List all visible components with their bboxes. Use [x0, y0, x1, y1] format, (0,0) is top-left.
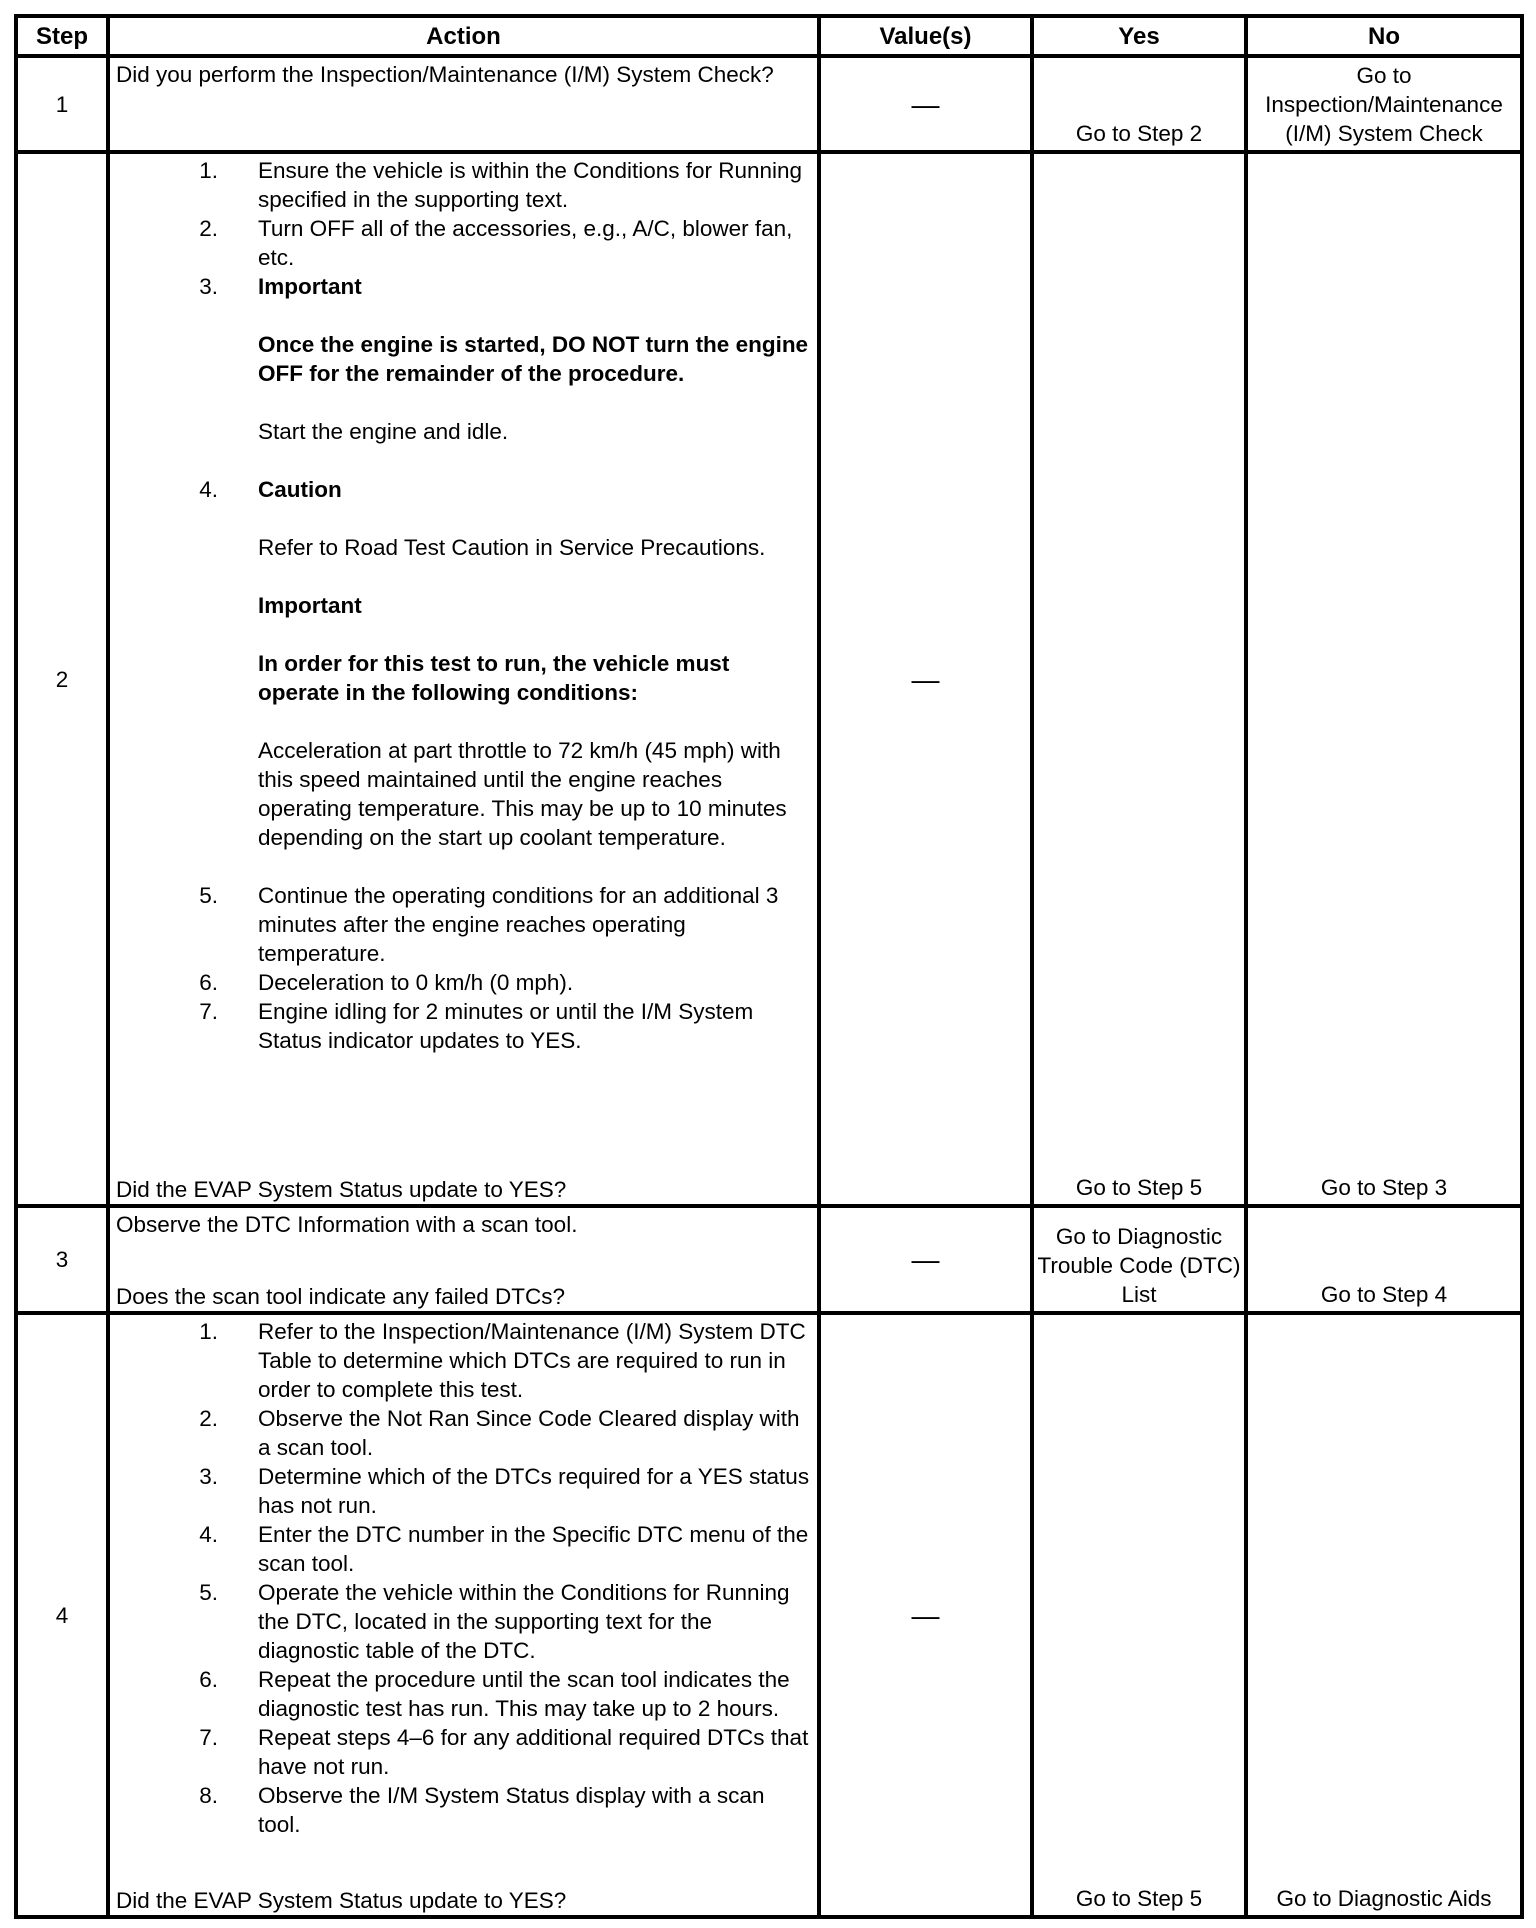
header-step: Step — [16, 16, 108, 56]
question-text: Did the EVAP System Status update to YES? — [116, 1888, 567, 1913]
list-item: 7. Engine idling for 2 minutes or until the I/M System Status indicator updates to YES. — [199, 999, 754, 1053]
action-text: Did you perform the Inspection/Maintenance (I/M) System Check? — [116, 62, 774, 87]
table-row-step-4 — [16, 1313, 1522, 1917]
value-cell: — — [819, 152, 1032, 1206]
header-yes: Yes — [1032, 16, 1246, 56]
important-heading: Important — [258, 593, 362, 618]
step-number: 3 — [16, 1206, 108, 1313]
diagnostic-table — [14, 14, 1524, 1919]
no-link[interactable]: Go to Step 3 — [1246, 152, 1522, 1206]
table-row-step-2 — [16, 152, 1522, 1206]
instruction-text: Start the engine and idle. — [258, 419, 509, 444]
header-row — [16, 16, 1522, 56]
caution-text: Refer to Road Test Caution in Service Precautions. — [258, 535, 766, 560]
action-cell — [108, 1313, 819, 1917]
procedure-list — [116, 1317, 811, 1839]
yes-link[interactable]: Go to Diagnostic Trouble Code (DTC) List — [1032, 1206, 1246, 1313]
question-text: Did the EVAP System Status update to YES? — [116, 1177, 567, 1202]
no-link[interactable]: Go to Inspection/Maintenance (I/M) System Check — [1246, 56, 1522, 152]
value-cell: — — [819, 56, 1032, 152]
table-row-step-1 — [16, 56, 1522, 152]
step-number: 4 — [16, 1313, 108, 1917]
list-item: 4. Enter the DTC number in the Specific DTC menu of the scan tool. — [199, 1522, 809, 1576]
header-action: Action — [108, 16, 819, 56]
header-values: Value(s) — [819, 16, 1032, 56]
action-text: Observe the DTC Information with a scan tool. — [116, 1212, 578, 1237]
list-item: 5. Operate the vehicle within the Conditions for Running the DTC, located in the supporting text for the diagnostic table of the DTC. — [199, 1580, 790, 1663]
yes-link[interactable]: Go to Step 5 — [1032, 152, 1246, 1206]
important-heading: Important — [258, 274, 362, 299]
action-cell — [108, 1206, 819, 1313]
list-item: 2. Observe the Not Ran Since Code Cleared display with a scan tool. — [199, 1406, 800, 1460]
list-item: 3. Determine which of the DTCs required for a YES status has not run. — [199, 1464, 810, 1518]
no-link[interactable]: Go to Step 4 — [1246, 1206, 1522, 1313]
yes-link[interactable]: Go to Step 2 — [1032, 56, 1246, 152]
header-no: No — [1246, 16, 1522, 56]
table-row-step-3 — [16, 1206, 1522, 1313]
list-item: 2. Turn OFF all of the accessories, e.g., A/C, blower fan, etc. — [199, 216, 793, 270]
action-cell — [108, 152, 819, 1206]
value-cell: — — [819, 1206, 1032, 1313]
no-link[interactable]: Go to Diagnostic Aids — [1246, 1313, 1522, 1917]
list-item: 1. Ensure the vehicle is within the Conditions for Running specified in the supporting text. — [199, 158, 803, 212]
step-number: 1 — [16, 56, 108, 152]
list-item: 4. Caution Refer to Road Test Caution in Service Precautions. Important In order for this test to run, the vehicle must operate in the following conditions: Acceleration at part throttle to 72 km/h (45 mph) with this speed maintained until the engine reaches operating temperature. This may be up to 10 minutes depending on the start up coolant temperature. — [116, 475, 811, 881]
important-note: Once the engine is started, DO NOT turn the engine OFF for the remainder of the procedure. — [258, 332, 809, 386]
list-item: 6. Repeat the procedure until the scan tool indicates the diagnostic test has run. This may take up to 2 hours. — [199, 1667, 790, 1721]
list-item: 8. Observe the I/M System Status display with a scan tool. — [199, 1783, 765, 1837]
list-item: 6. Deceleration to 0 km/h (0 mph). — [199, 970, 574, 995]
list-item: 5. Continue the operating conditions for an additional 3 minutes after the engine reaches operating temperature. — [199, 883, 779, 966]
action-cell — [108, 56, 819, 152]
procedure-list — [116, 156, 811, 1055]
list-item: 7. Repeat steps 4–6 for any additional required DTCs that have not run. — [199, 1725, 809, 1779]
yes-link[interactable]: Go to Step 5 — [1032, 1313, 1246, 1917]
list-item: 3. Important Once the engine is started, DO NOT turn the engine OFF for the remainder of the procedure. Start the engine and idle. — [116, 272, 811, 475]
list-item: 1. Refer to the Inspection/Maintenance (I/M) System DTC Table to determine which DTCs are required to run in order to complete this test. — [199, 1319, 806, 1402]
important-note: In order for this test to run, the vehicle must operate in the following conditions: — [258, 651, 730, 705]
instruction-text: Acceleration at part throttle to 72 km/h (45 mph) with this speed maintained until the engine reaches operating temperature. This may be up to 10 minutes depending on the start up coolant temperature. — [258, 738, 787, 850]
question-text: Does the scan tool indicate any failed DTCs? — [116, 1284, 565, 1309]
caution-heading: Caution — [258, 477, 342, 502]
step-number: 2 — [16, 152, 108, 1206]
value-cell: — — [819, 1313, 1032, 1917]
